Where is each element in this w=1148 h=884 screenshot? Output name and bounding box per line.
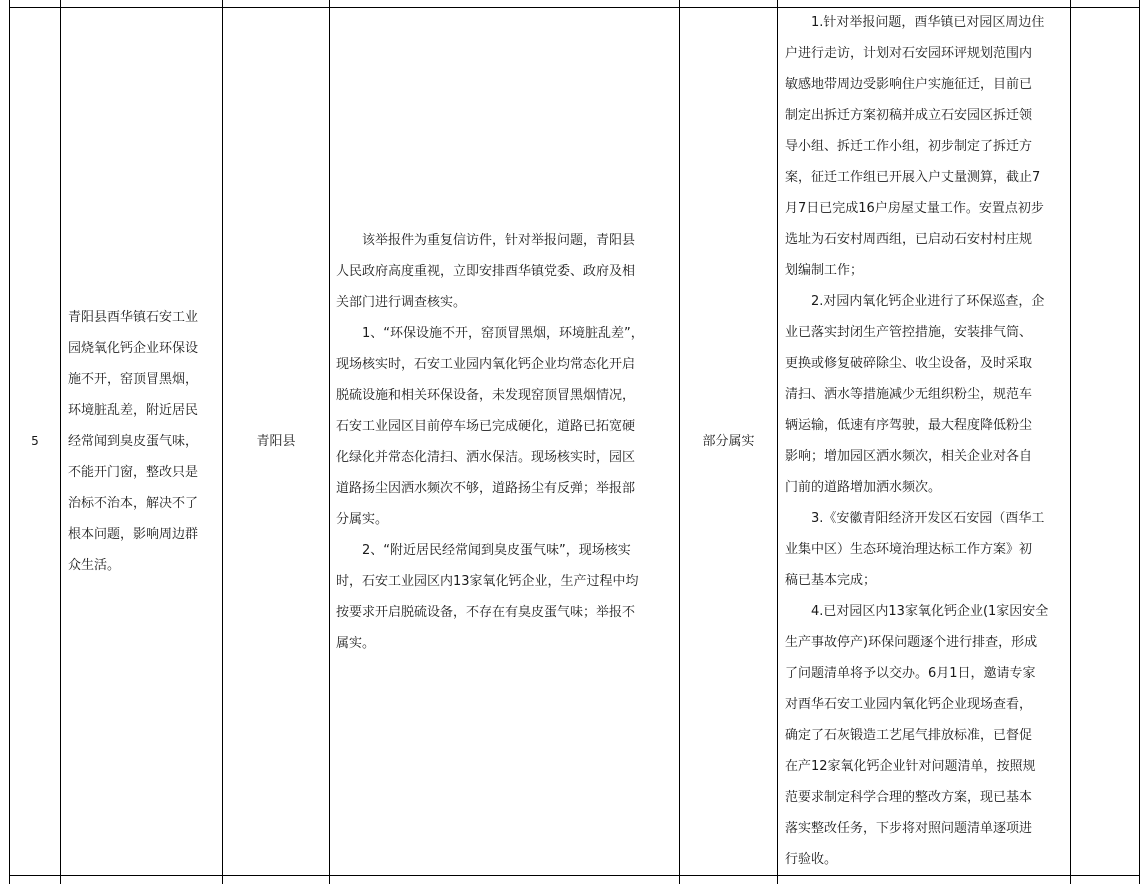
rectification-line: 更换或修复破碎除尘、收尘设备，及时采取 — [785, 356, 1033, 371]
rectification-line: 月7日已完成16户房屋丈量工作。安置点初步 — [785, 201, 1044, 216]
verification-line: 按要求开启脱硫设备，不存在有臭皮蛋气味；举报不 — [336, 605, 636, 620]
verification-line: 化绿化并常态化清扫、洒水保洁。现场核实时，园区 — [336, 450, 636, 465]
rectification-line: 业集中区）生态环境治理达标工作方案》初 — [785, 542, 1033, 557]
verification-line: 关部门进行调查核实。 — [336, 295, 467, 310]
verification-line: 现场核实时，石安工业园内氧化钙企业均常态化开启 — [336, 357, 636, 372]
status-cell — [680, 8, 777, 875]
verification-line: 石安工业园区目前停车场已完成硬化，道路已拓宽硬 — [336, 419, 636, 434]
rectification-line: 户进行走访，计划对石安园环评规划范围内 — [785, 46, 1033, 61]
rectification-line: 案，征迁工作组已开展入户丈量测算，截止7 — [785, 170, 1041, 185]
rectification-line: 了问题清单将予以交办。6月1日，邀请专家 — [785, 666, 1036, 681]
rectification-line: 生产事故停产)环保问题逐个进行排查，形成 — [785, 635, 1038, 650]
complaint-line: 环境脏乱差，附近居民 — [68, 403, 199, 418]
row-number-cell — [10, 8, 60, 875]
row-number: 5 — [31, 434, 39, 448]
remarks-cell — [1071, 8, 1139, 875]
rectification-line: 2.对园内氧化钙企业进行了环保巡查，企 — [811, 294, 1045, 309]
rectification-line: 辆运输，低速有序驾驶，最大程度降低粉尘 — [785, 418, 1033, 433]
rectification-line: 清扫、洒水等措施减少无组织粉尘，规范车 — [785, 387, 1033, 402]
complaint-line: 根本问题，影响周边群 — [68, 527, 199, 542]
rectification-line: 敏感地带周边受影响住户实施征迁，目前已 — [785, 77, 1033, 92]
verification-line: 该举报件为重复信访件，针对举报问题，青阳县 — [362, 233, 636, 248]
complaint-text — [68, 302, 220, 581]
verification-text — [336, 225, 676, 659]
rectification-line: 业已落实封闭生产管控措施，安装排气筒、 — [785, 325, 1033, 340]
rectification-text — [785, 7, 1067, 875]
column-divider — [777, 0, 778, 884]
rectification-cell — [785, 7, 1067, 875]
rectification-line: 制定出拆迁方案初稿并成立石安园区拆迁领 — [785, 108, 1033, 123]
rectification-line: 4.已对园区内13家氧化钙企业(1家因安全 — [811, 604, 1049, 619]
rectification-line: 范要求制定科学合理的整改方案，现已基本 — [785, 790, 1033, 805]
complaint-line: 施不开，窑顶冒黑烟， — [68, 372, 199, 387]
region-label: 青阳县 — [256, 434, 296, 449]
column-divider — [329, 0, 330, 884]
rectification-line: 划编制工作； — [785, 263, 864, 278]
complaint-line: 众生活。 — [68, 558, 121, 573]
rectification-line: 影响；增加园区洒水频次，相关企业对各自 — [785, 449, 1033, 464]
rectification-line: 落实整改任务，下步将对照问题清单逐项进 — [785, 821, 1033, 836]
verification-line: 人民政府高度重视，立即安排酉华镇党委、政府及相 — [336, 264, 636, 279]
status-label: 部分属实 — [702, 434, 755, 449]
verification-line: 脱硫设施和相关环保设备，未发现窑顶冒黑烟情况， — [336, 388, 636, 403]
complaint-cell — [68, 302, 220, 581]
rectification-line: 3.《安徽青阳经济开发区石安园（酉华工 — [811, 511, 1045, 526]
rectification-line: 确定了石灰锻造工艺尾气排放标准，已督促 — [785, 728, 1033, 743]
rectification-line: 稿已基本完成； — [785, 573, 877, 588]
rectification-line: 门前的道路增加洒水频次。 — [785, 480, 942, 495]
verification-line: 分属实。 — [336, 512, 389, 527]
rectification-line: 行验收。 — [785, 852, 838, 867]
column-divider — [1139, 0, 1140, 884]
rectification-line: 对酉华石安工业园内氧化钙企业现场查看， — [785, 697, 1033, 712]
rectification-line: 1.针对举报问题，酉华镇已对园区周边住 — [811, 15, 1045, 30]
verification-cell — [336, 225, 676, 659]
complaint-line: 治标不治本，解决不了 — [68, 496, 199, 511]
verification-line: 2、“附近居民经常闻到臭皮蛋气味”，现场核实 — [362, 543, 631, 558]
verification-line: 属实。 — [336, 636, 376, 651]
column-divider — [60, 0, 61, 884]
rectification-line: 选址为石安村周西组，已启动石安村村庄规 — [785, 232, 1033, 247]
complaint-line: 不能开门窗，整改只是 — [68, 465, 199, 480]
verification-line: 道路扬尘因洒水频次不够，道路扬尘有反弹；举报部 — [336, 481, 636, 496]
table-bottom-border — [9, 875, 1140, 876]
rectification-line: 导小组、拆迁工作小组，初步制定了拆迁方 — [785, 139, 1033, 154]
verification-line: 1、“环保设施不开，窑顶冒黑烟，环境脏乱差”， — [362, 326, 644, 341]
rectification-line: 在产12家氧化钙企业针对问题清单，按照规 — [785, 759, 1036, 774]
complaint-line: 经常闻到臭皮蛋气味， — [68, 434, 199, 449]
region-cell — [223, 8, 329, 875]
complaint-line: 青阳县酉华镇石安工业 — [68, 310, 199, 325]
verification-line: 时，石安工业园区内13家氧化钙企业，生产过程中均 — [336, 574, 639, 589]
complaint-line: 园烧氧化钙企业环保设 — [68, 341, 199, 356]
